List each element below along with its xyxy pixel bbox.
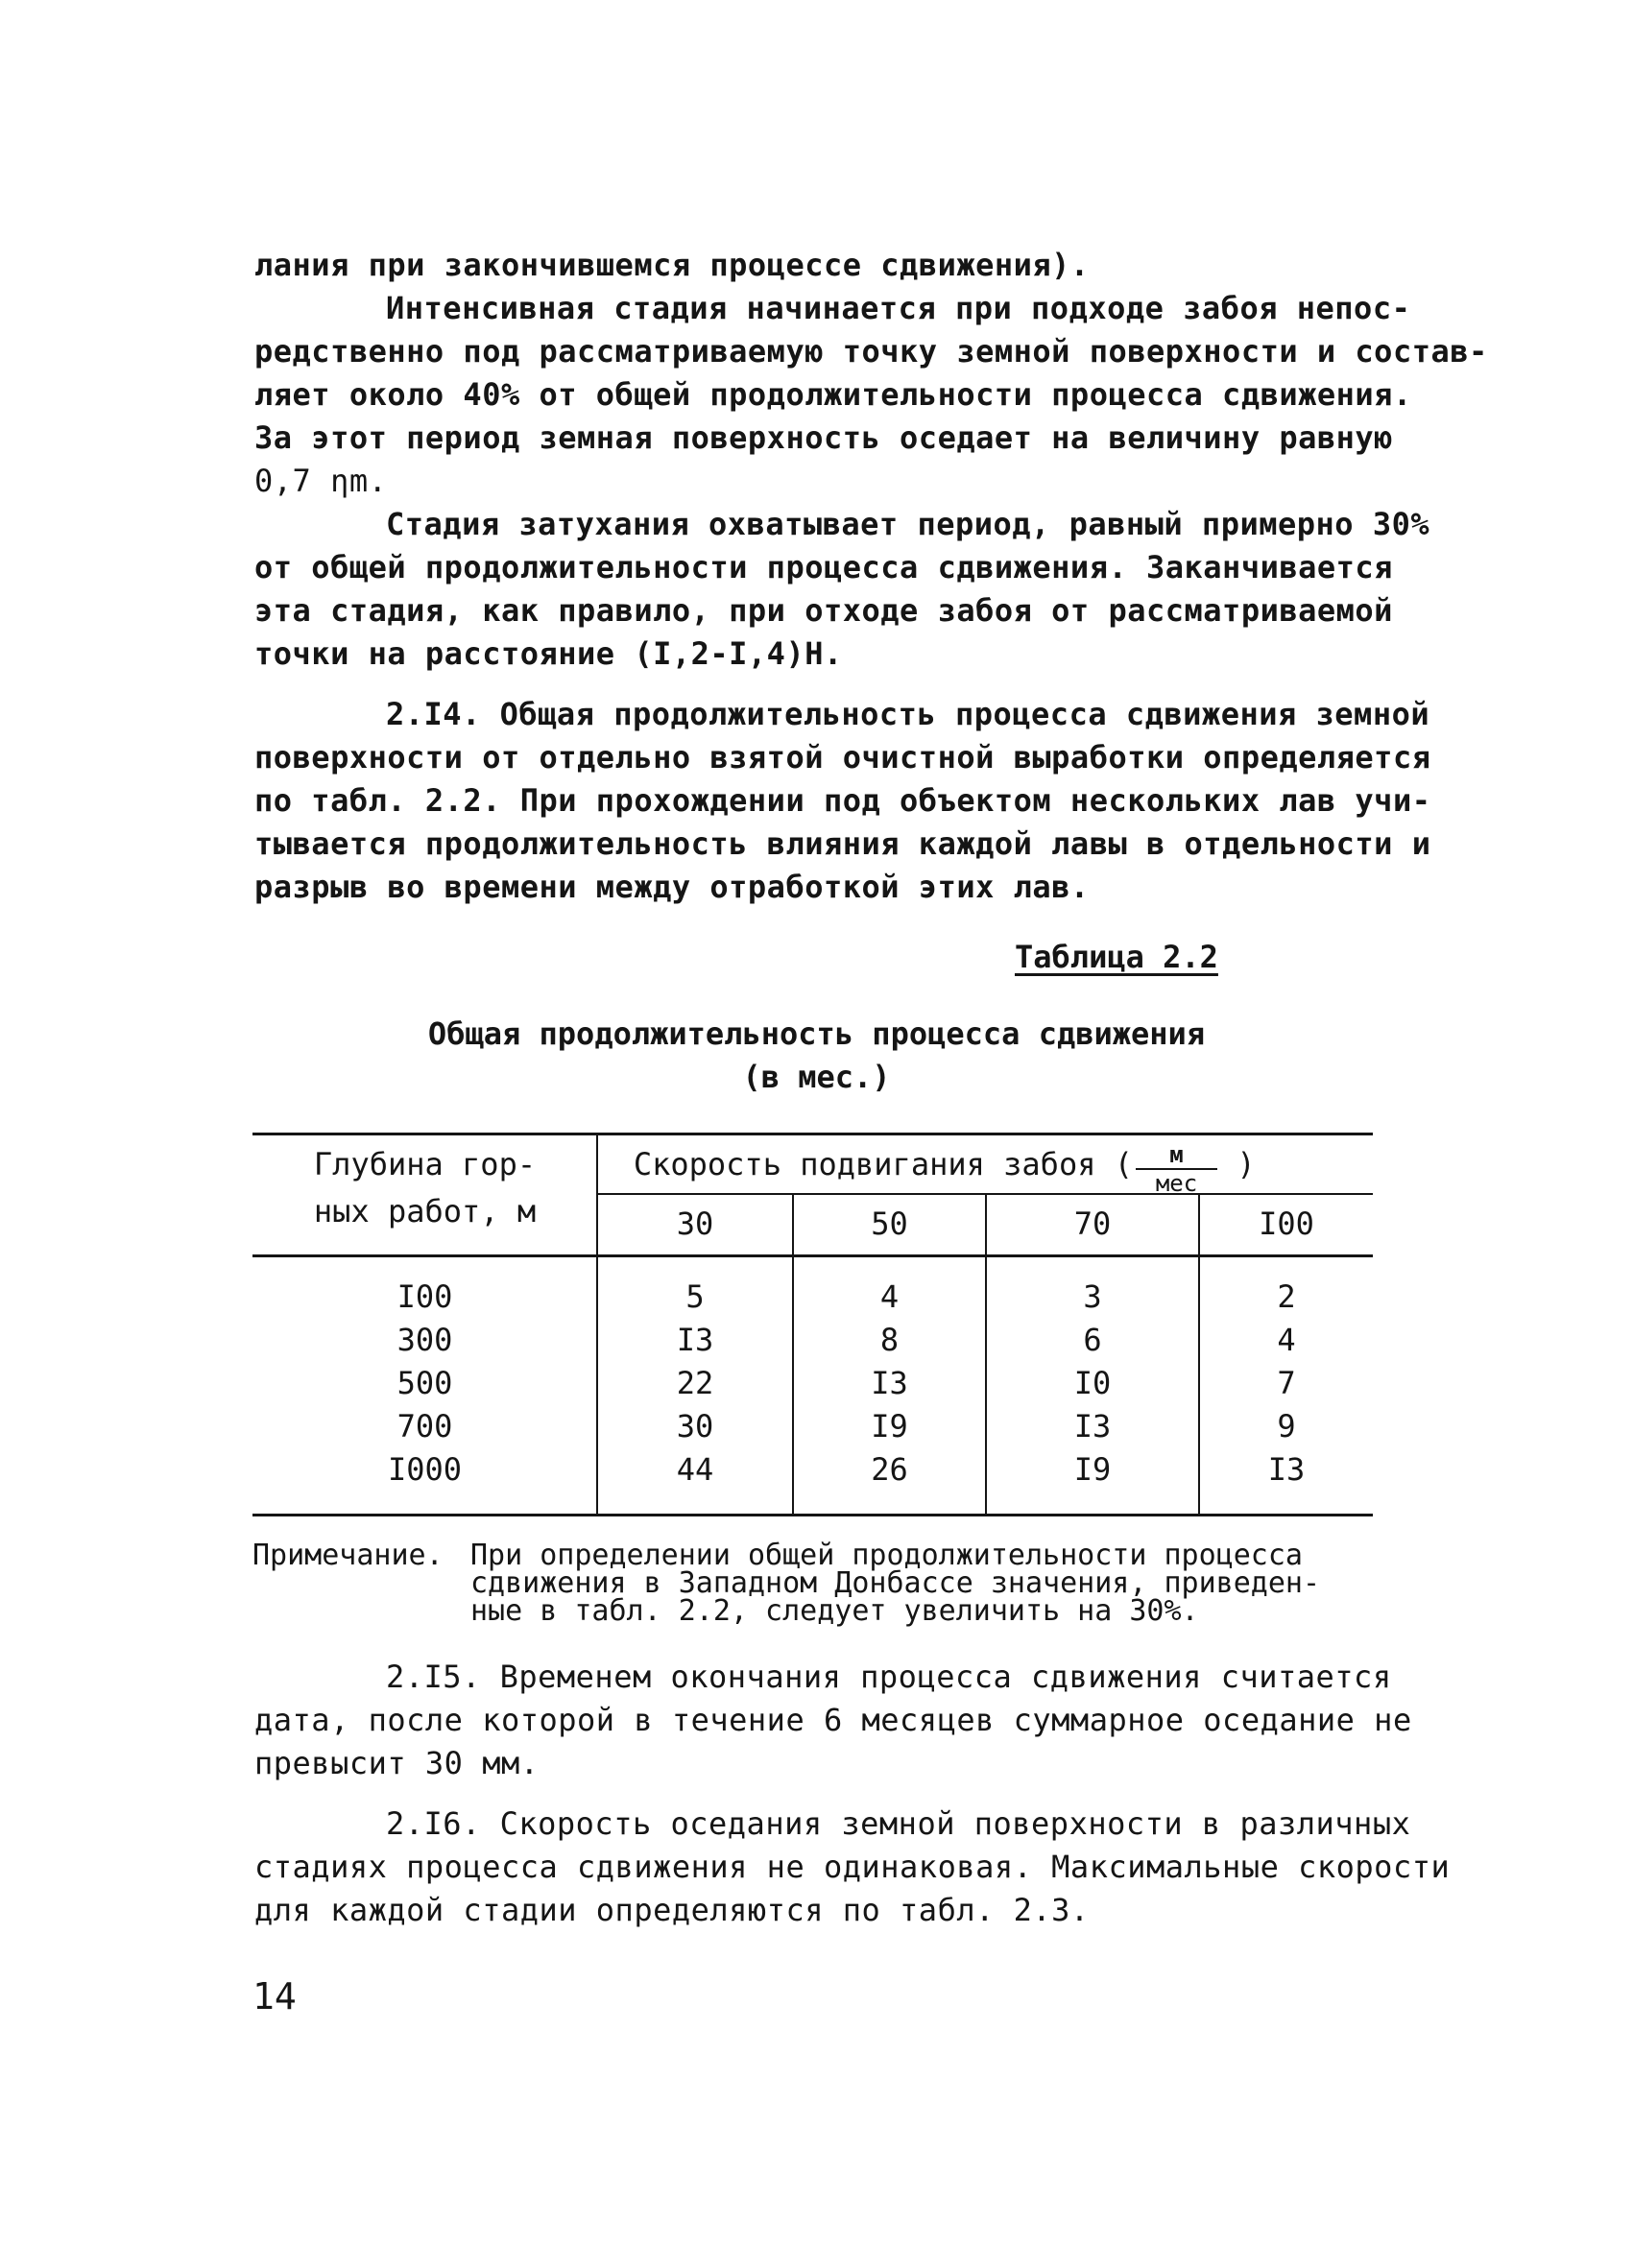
- paragraph-line: стадиях процесса сдвижения не одинаковая. Максимальные скорости: [254, 1849, 1451, 1885]
- value-cell: I3: [676, 1322, 714, 1358]
- speed-header: Скорость подвигания забоя (: [633, 1146, 1133, 1182]
- depth-cell: 500: [396, 1365, 453, 1401]
- value-cell: 26: [871, 1451, 908, 1488]
- value-cell: I3: [1267, 1451, 1306, 1488]
- paragraph-line: превысит 30 мм.: [254, 1745, 540, 1781]
- paragraph-line: для каждой стадии определяются по табл. 2.3.: [254, 1892, 1090, 1928]
- depth-cell: I00: [396, 1278, 453, 1315]
- note-label: Примечание.: [252, 1539, 444, 1572]
- depth-header-line2: ных работ, м: [313, 1193, 537, 1229]
- note-line: При определении общей продолжительности процесса: [470, 1539, 1303, 1572]
- unit-denominator: мес: [1155, 1170, 1198, 1197]
- table-bottom-rule: [252, 1514, 1373, 1516]
- table-label: Таблица 2.2: [1015, 939, 1218, 975]
- speed-column-header: I00: [1259, 1206, 1314, 1242]
- depth-cell: 700: [396, 1408, 453, 1444]
- value-cell: I3: [1073, 1408, 1112, 1444]
- paragraph-line: редственно под рассматриваемую точку земной поверхности и состав-: [254, 333, 1488, 370]
- value-cell: I9: [871, 1408, 908, 1444]
- paragraph-line: по табл. 2.2. При прохождении под объектом нескольких лав учи-: [254, 782, 1431, 819]
- header-bottom-rule: [252, 1254, 1373, 1257]
- value-cell: I3: [871, 1365, 908, 1401]
- note-line: ные в табл. 2.2, следует увеличить на 30%.: [470, 1594, 1199, 1628]
- depth-cell: I000: [387, 1451, 463, 1488]
- paragraph-line: Интенсивная стадия начинается при подходе забоя непос-: [386, 290, 1411, 326]
- value-cell: 6: [1083, 1322, 1102, 1358]
- note-line: сдвижения в Западном Донбассе значения, приведен-: [470, 1566, 1321, 1600]
- value-cell: 4: [879, 1278, 900, 1315]
- paragraph-line: точки на расстояние (I,2-I,4)Н.: [254, 635, 843, 672]
- paragraph-line: тывается продолжительность влияния каждой лавы в отдельности и: [254, 825, 1431, 862]
- value-cell: 44: [676, 1451, 714, 1488]
- speed-column-header: 70: [1073, 1206, 1112, 1242]
- value-cell: 8: [879, 1322, 900, 1358]
- paragraph-line: дата, после которой в течение 6 месяцев суммарное оседание не: [254, 1702, 1412, 1738]
- depth-header: Глубина гор-: [313, 1146, 537, 1182]
- paragraph-line: За этот период земная поверхность оседает на величину равную: [254, 419, 1393, 456]
- paragraph-line: 2.I4. Общая продолжительность процесса сдвижения земной: [386, 696, 1430, 732]
- unit-fraction: [1136, 1142, 1217, 1196]
- paragraph-line: 2.I5. Временем окончания процесса сдвижения считается: [386, 1659, 1392, 1695]
- paragraph-line: эта стадия, как правило, при отходе забоя от рассматриваемой: [254, 592, 1393, 629]
- value-cell: I0: [1073, 1365, 1112, 1401]
- value-cell: 22: [676, 1365, 714, 1401]
- speed-column-header: 30: [676, 1206, 714, 1242]
- table-caption-units: (в мес.): [742, 1059, 891, 1095]
- table-caption: Общая продолжительность процесса сдвижения: [427, 1015, 1206, 1052]
- table-top-rule: [252, 1133, 1373, 1135]
- paragraph-line: 2.I6. Скорость оседания земной поверхности в различных: [386, 1805, 1411, 1842]
- value-cell: 5: [685, 1278, 705, 1315]
- value-cell: 3: [1083, 1278, 1102, 1315]
- speed-column-header: 50: [871, 1206, 908, 1242]
- paragraph-line: разрыв во времени между отработкой этих лав.: [254, 869, 1090, 905]
- paragraph-line: от общей продолжительности процесса сдвижения. Заканчивается: [254, 549, 1393, 585]
- value-cell: I9: [1073, 1451, 1112, 1488]
- paragraph-line: 0,7 ηm.: [254, 463, 388, 499]
- paragraph-line: лания при закончившемся процессе сдвижения).: [254, 247, 1090, 283]
- speed-header-close: ): [1237, 1146, 1256, 1182]
- depth-cell: 300: [396, 1322, 453, 1358]
- value-cell: 2: [1277, 1278, 1296, 1315]
- unit-numerator: м: [1169, 1141, 1184, 1168]
- value-cell: 9: [1277, 1408, 1296, 1444]
- value-cell: 30: [676, 1408, 714, 1444]
- paragraph-line: Стадия затухания охватывает период, равный примерно 30%: [386, 506, 1430, 542]
- page-number: 14: [252, 1975, 297, 2017]
- paragraph-line: поверхности от отдельно взятой очистной выработки определяется: [254, 739, 1431, 776]
- paragraph-line: ляет около 40% от общей продолжительности процесса сдвижения.: [254, 376, 1412, 413]
- value-cell: 7: [1277, 1365, 1296, 1401]
- value-cell: 4: [1277, 1322, 1296, 1358]
